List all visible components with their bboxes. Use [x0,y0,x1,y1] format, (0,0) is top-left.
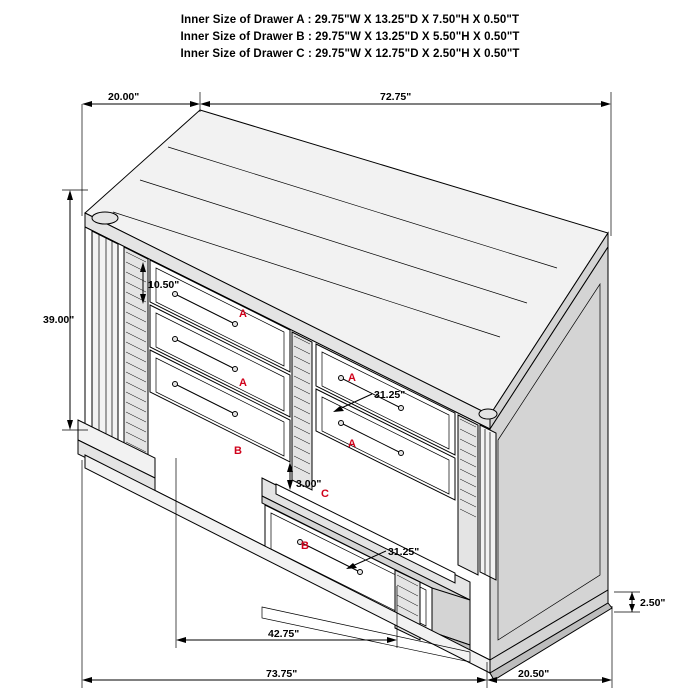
drawer-pull-knob [399,451,404,456]
drawer-label-a3: A [348,372,356,384]
drawer-label-a2: A [239,377,247,389]
drawer-pull-knob [399,406,404,411]
arrow [176,637,186,643]
header-line-drawer-b: Inner Size of Drawer B : 29.75"W X 13.25"D X 5.50"H X 0.50"T [180,31,520,43]
dim-top-left-label: 20.00" [108,91,140,103]
arrow [387,637,397,643]
dim-upper-depth-label: 31.25" [374,389,406,401]
arrow [82,101,92,107]
arrow [190,101,200,107]
drawer-pull-knob [173,337,178,342]
right-pilaster [480,425,496,580]
right-pilaster-cap [479,409,497,419]
dim-bottom-left-label: 73.75" [266,668,298,680]
drawer-pull-knob [173,292,178,297]
arrow [477,677,487,683]
drawer-pull-knob [358,570,363,575]
dresser-illustration [78,110,612,680]
drawer-pull-knob [233,412,238,417]
dim-base-height-label: 2.50" [640,597,666,609]
arrow [629,604,635,612]
drawer-label-b1: B [234,445,242,457]
drawer-label-a4: A [348,438,356,450]
dim-left-height-label: 39.00" [43,314,75,326]
drawer-pull-knob [173,382,178,387]
dim-top-right-label: 72.75" [380,91,412,103]
arrow [82,677,92,683]
arrow [67,190,73,200]
dim-small-gap-label: 3.00" [296,478,322,490]
dim-bottom-right-label: 20.50" [518,668,550,680]
dim-bottom-center-label: 42.75" [268,628,300,640]
drawer-pull-knob [339,376,344,381]
drawer-label-b2: B [301,540,309,552]
drawer-pull-knob [339,421,344,426]
arrow [67,420,73,430]
left-pilaster-cap [92,212,118,224]
drawer-pull-knob [233,322,238,327]
header-line-drawer-a: Inner Size of Drawer A : 29.75"W X 13.25"D X 7.50"H X 0.50"T [180,14,520,26]
arrow [602,677,612,683]
arrow [629,592,635,600]
drawer-label-c1: C [321,488,329,500]
drawer-pull-knob [233,367,238,372]
dim-lower-depth-label: 31.25" [388,546,420,558]
dim-drawer-front-height-label: 10.50" [148,279,180,291]
arrow [487,677,497,683]
arrow [601,101,611,107]
header-line-drawer-c: Inner Size of Drawer C : 29.75"W X 12.75"D X 2.50"H X 0.50"T [180,48,520,60]
right-bead-band [458,415,478,575]
drawer-label-a1: A [239,308,247,320]
arrow [200,101,210,107]
